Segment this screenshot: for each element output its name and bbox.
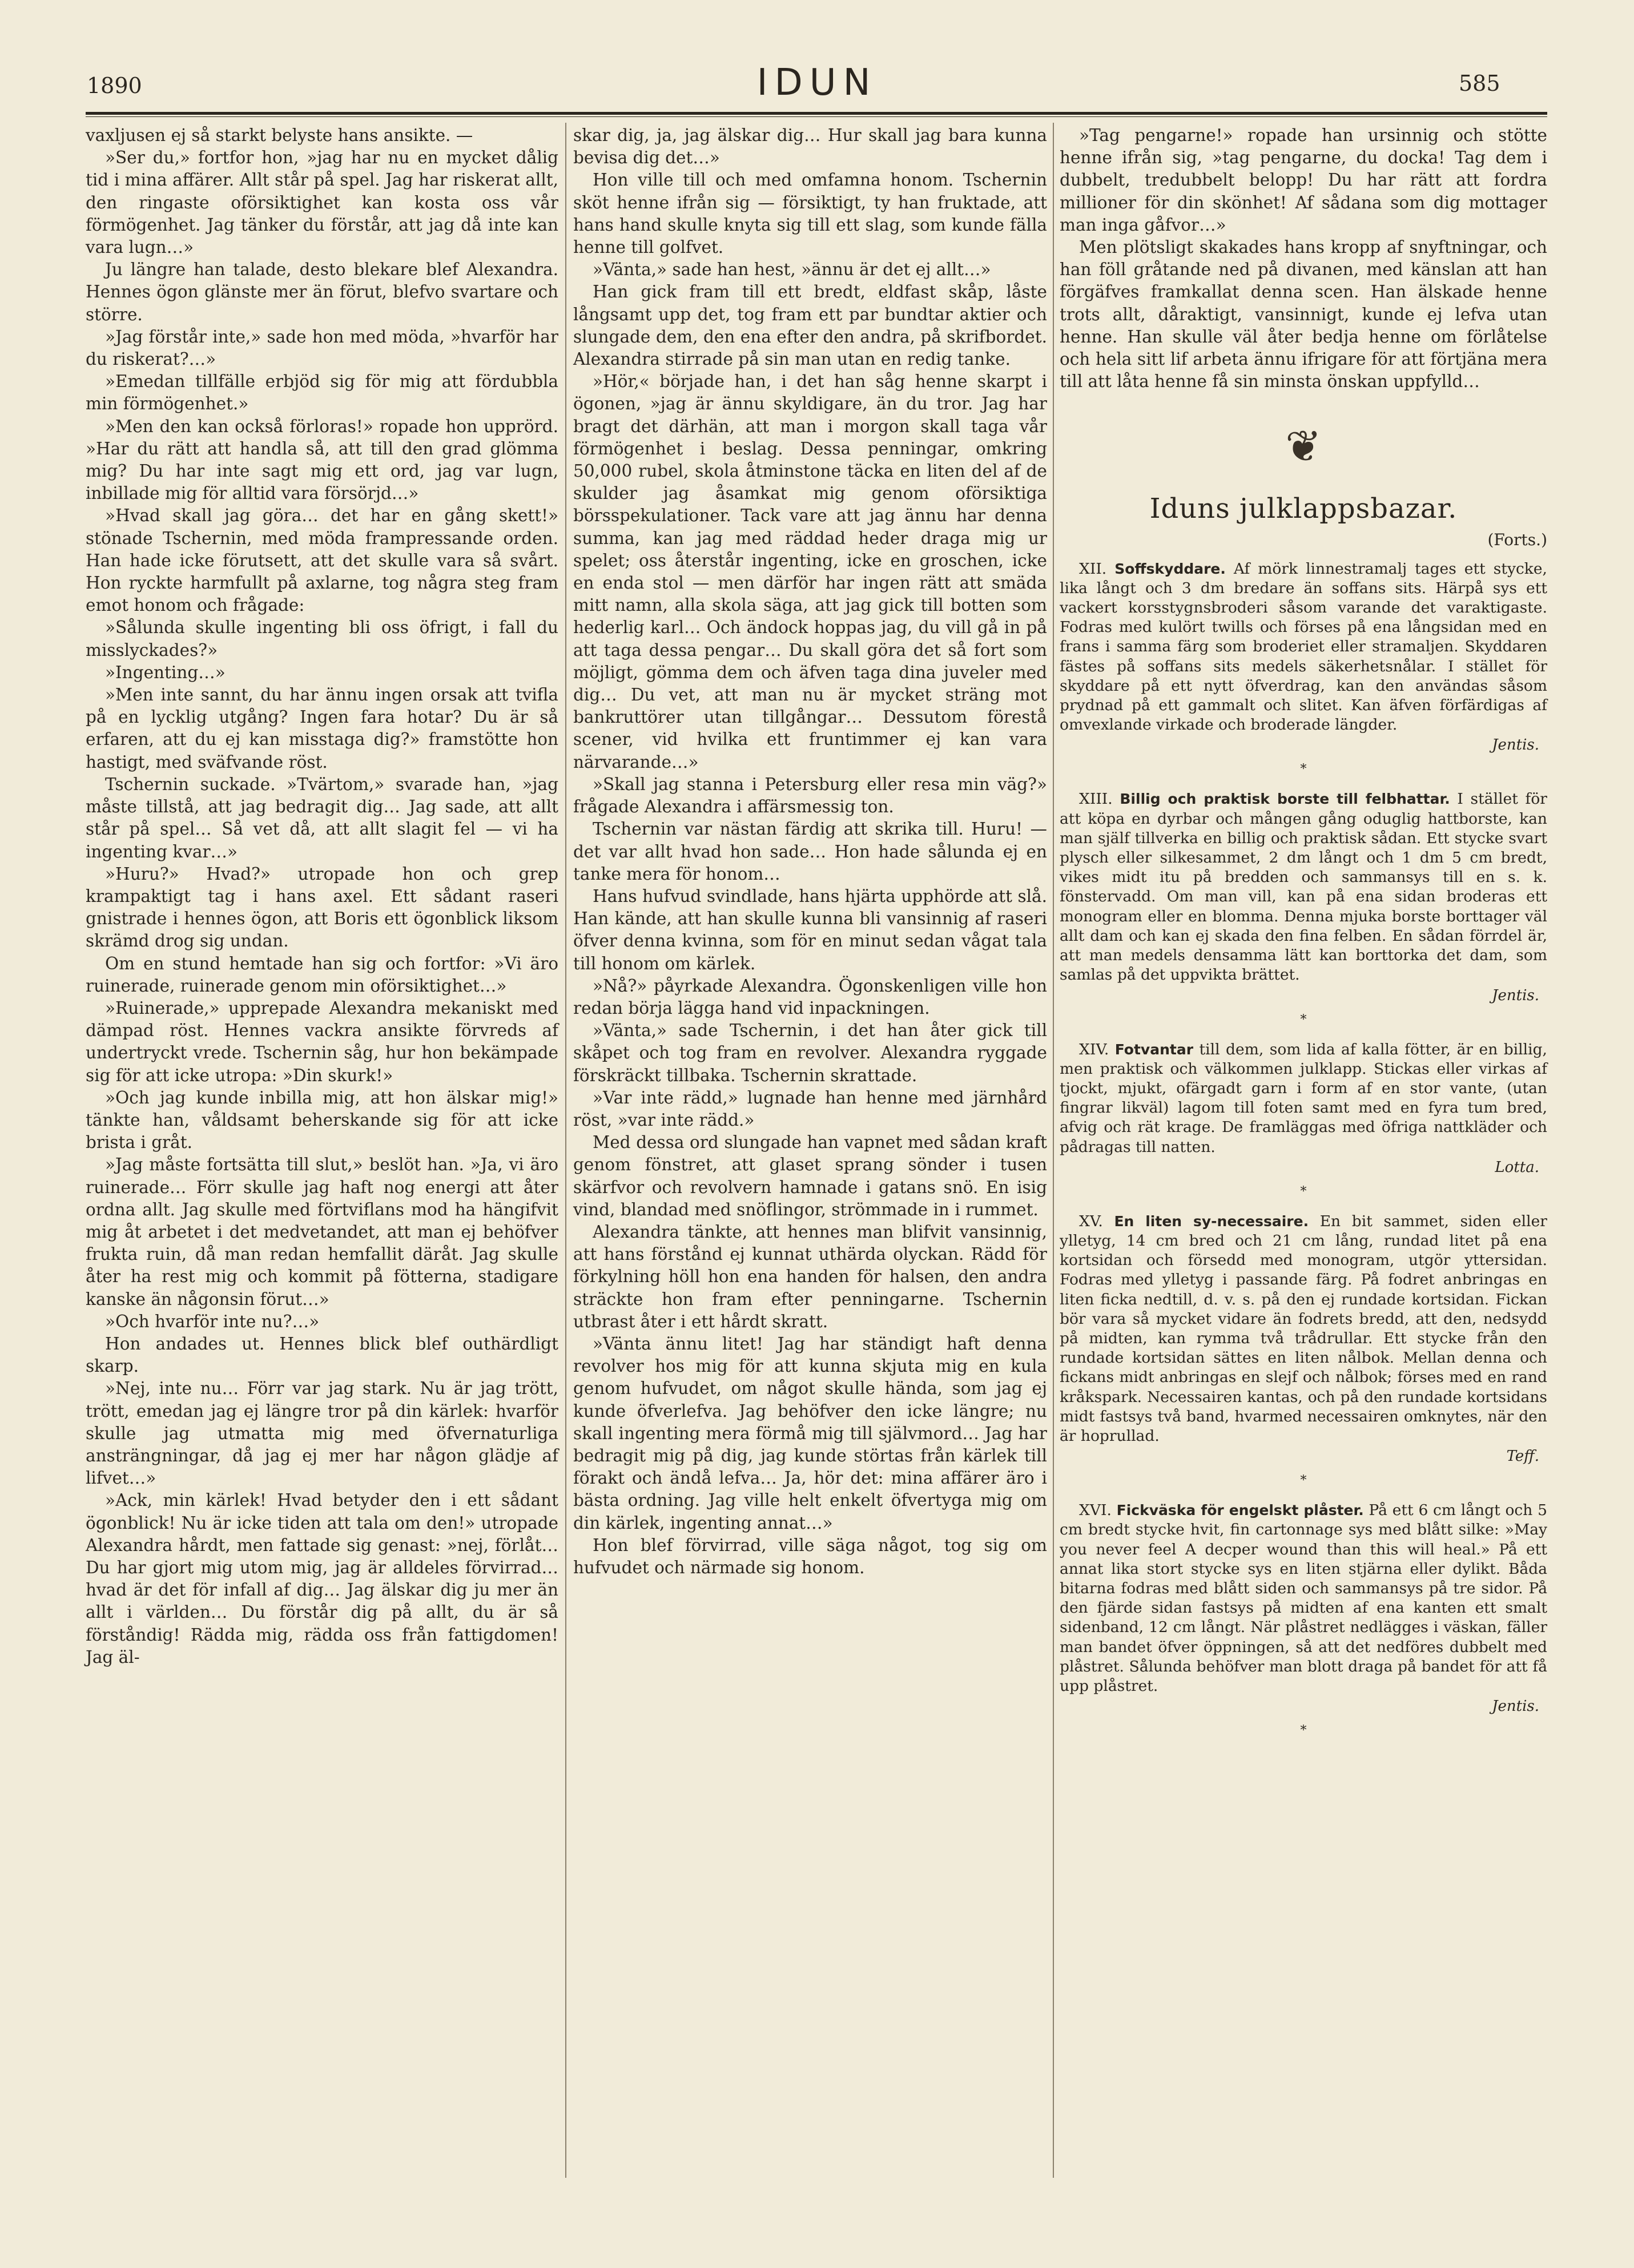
paragraph: »Hvad skall jag göra… det har en gång skett!» stönade Tschernin, med möda frampressande orden. Han hade icke förutsett, att det skulle vara så svårt. Hon ryckte harmfullt på axlarne, tog några steg fram emot honom och frågade:: [86, 506, 558, 615]
story-column-3: [1060, 124, 1547, 1751]
paragraph: »Skall jag stanna i Petersburg eller resa min väg?» frågade Alexandra i affärsmessig ton.: [573, 774, 1047, 817]
bazar-item: XVI. Fickväska för engelskt plåster. På ett 6 cm långt och 5 cm bredt stycke hvit, fin cartonnage sys med blått silke: »May you never feel A decper wound than this will heal.» På ett annat lika stort stycke sys en liten stjärna eller dylikt. Båda bitarna fodras med blått siden och sammansys på tre sidor. På den fjärde sidan fastsys på midten af ena kanten ett smalt sidenband, 12 cm långt. När plåstret nedlägges i väskan, fäller man bandet öfver öppningen, så att det nedföres dubbelt med plåstret. Sålunda behöfver man blott draga på bandet för att få upp plåstret.: [1060, 1501, 1547, 1695]
item-heading: Billig och praktisk borste till felbhattar.: [1120, 791, 1450, 808]
paragraph: Tschernin suckade. »Tvärtom,» svarade han, »jag måste tillstå, att jag bedragit dig… Jag sade, att allt står på spel… Så vet då, att allt slagit fel — vi ha ingenting kvar…»: [86, 774, 558, 861]
paragraph: Om en stund hemtade han sig och fortfor: »Vi äro ruinerade, ruinerade genom min oförsiktighet…»: [86, 953, 558, 996]
item-signature: Teff.: [1506, 1448, 1539, 1465]
item-text: till dem, som lida af kalla fötter, är en billig, men praktisk och välkommen julklapp. Stickas eller virkas af tjockt, mjukt, ofärgadt garn i form af en stor vante, (utan fingrar likväl) lagom till foten samt med en fyra tum bred, afvig och rät krage. De framläggas med öfriga nattkläder och pådragas till natten.: [1060, 1040, 1547, 1156]
separator-star: *: [1300, 1184, 1307, 1199]
header-year: 1890: [87, 73, 142, 98]
paragraph: Tschernin var nästan färdig att skrika till. Huru! — det var allt hvad hon sade… Hon hade sålunda ej en tanke mera för honom…: [573, 819, 1047, 884]
bazar-item: XIII. Billig och praktisk borste till felbhattar. I stället för att köpa en dyrbar och mången gång oduglig hattborste, kan man själf tillverka en billig och praktisk sådan. Ett stycke svart plysch eller silkesammet, 2 dm långt och 1 dm 5 cm bredt, vikes midt itu på bredden och sammansys till en s. k. fönstervadd. Om man vill, kan på ena sidan broderas ett monogram eller en blomma. Denna mjuka borste borttager väl allt dam och kan ej skada den fina felben. En sådan förrdel är, att man medels densamma lätt kan borttorka det dam, som samlas på det uppvikta brättet.: [1060, 790, 1547, 984]
paragraph: vaxljusen ej så starkt belyste hans ansikte. —: [86, 126, 473, 145]
paragraph: »Och jag kunde inbilla mig, att hon älskar mig!» tänkte han, våldsamt beherskande sig för att icke brista i gråt.: [86, 1087, 558, 1153]
item-text: En bit sammet, siden eller ylletyg, 14 cm bred och 21 cm lång, rundad litet på ena kortsidan och försedd med monogram, utgör yttersidan. Fodras med ylletyg i passande färg. På fodret anbringas en liten ficka nedtill, d. v. s. på den ej rundade kortsidan. Fickan bör vara så mycket vidare än fodrets bredd, att den, nedsydd på midten, kan rymma två trådrullar. Ett stycke från den rundade kortsidan sättes en liten nålbok. Mellan denna och fickans midt anbringas en slejf och nålbok; förses med en rand kråkspark. Necessairen kantas, och på den rundade kortsidans midt fastsys två band, hvarmed necessairen omknytes, när den är hoprullad.: [1060, 1212, 1547, 1445]
separator-star: *: [1300, 1012, 1307, 1027]
item-heading: Fickväska för engelskt plåster.: [1116, 1502, 1364, 1519]
bazar-item: XV. En liten sy-necessaire. En bit sammet, siden eller ylletyg, 14 cm bred och 21 cm lång, rundad litet på ena kortsidan och försedd med monogram, utgör yttersidan. Fodras med ylletyg i passande färg. På fodret anbringas en liten ficka nedtill, d. v. s. på den ej rundade kortsidan. Fickan bör vara så mycket vidare än fodrets bredd, att den, nedsydd på midten, kan rymma två trådrullar. Ett stycke från den rundade kortsidan sättes en liten nålbok. Mellan denna och fickans midt anbringas en slejf och nålbok; förses med en rand kråkspark. Necessairen kantas, och på den rundade kortsidans midt fastsys två band, hvarmed necessairen omknytes, när den är hoprullad.: [1060, 1212, 1547, 1445]
column-divider: [1053, 123, 1054, 2178]
column-divider: [565, 123, 566, 2178]
page-number: 585: [1459, 71, 1500, 96]
paragraph: »Nej, inte nu… Förr var jag stark. Nu är jag trött, trött, emedan jag ej längre tror på din kärlek: hvarför skulle jag utmatta mig med öfvernaturliga ansträngningar, då jag ej mer har någon glädje af lifvet…»: [86, 1379, 558, 1488]
item-signature: Jentis.: [1492, 1698, 1539, 1715]
paragraph: »Var inte rädd,» lugnade han henne med järnhård röst, »var inte rädd.»: [573, 1087, 1047, 1130]
header-rule-thin: [86, 116, 1547, 117]
bazar-item: XII. Soffskyddare. Af mörk linnestramalj tages ett stycke, lika långt och 3 dm bredare än soffans sits. Härpå sys ett vackert korsstygnsbroderi såsom varande det varaktigaste. Fodras med kulört twills och förses på ena långsidan med en frans i samma färg som broderiet eller stramaljen. Skyddaren fästes på soffans sits medels säkerhetsnålar. I stället för skyddare på ett nytt öfverdrag, kan den användas såsom prydnad på ett gammalt och slitet. Kan äfven förfärdigas af omvexlande virkade och broderade längder.: [1060, 559, 1547, 734]
paragraph: »Sålunda skulle ingenting bli oss öfrigt, i fall du misslyckades?»: [86, 618, 558, 660]
paragraph: Hon andades ut. Hennes blick blef outhärdligt skarp.: [86, 1334, 558, 1376]
paragraph: »Men den kan också förloras!» ropade hon upprörd. »Har du rätt att handla så, att till den grad glömma mig? Du har inte sagt mig ett ord, jag var lugn, inbillade mig för alltid vara försörjd…»: [86, 416, 558, 503]
paragraph: Alexandra tänkte, att hennes man blifvit vansinnig, att hans förstånd ej kunnat uthärda olyckan. Rädd för förkylning höll hon ena handen för halsen, den andra sträckte hon fram efter penningarne. Tschernin utbrast åter i ett hårdt skratt.: [573, 1222, 1047, 1331]
separator-star: *: [1300, 762, 1307, 777]
paragraph: Hon ville till och med omfamna honom. Tschernin sköt henne ifrån sig — försiktigt, ty han fruktade, att hans hand skulle knyta sig till ett slag, som kunde fälla henne till golfvet.: [573, 170, 1047, 257]
item-heading: Fotvantar: [1114, 1041, 1194, 1058]
item-signature: Lotta.: [1495, 1158, 1539, 1176]
item-text: I stället för att köpa en dyrbar och mången gång oduglig hattborste, kan man själf tillverka en billig och praktisk sådan. Ett stycke svart plysch eller silkesammet, 2 dm långt och 1 dm 5 cm bredt, vikes midt itu på bredden och sammansys till en s. k. fönstervadd. Om man vill, kan på ena sidan broderas ett monogram eller en blomma. Denna mjuka borste borttager väl allt dam och kan ej skada den fina felben. En sådan förrdel är, att man medels densamma lätt kan borttorka det dam, som samlas på det uppvikta brättet.: [1060, 790, 1547, 984]
item-text: Af mörk linnestramalj tages ett stycke, lika långt och 3 dm bredare än soffans sits. Härpå sys ett vackert korsstygnsbroderi såsom varande det varaktigaste. Fodras med kulört twills och förses på ena långsidan med en frans i samma färg som broderiet eller stramaljen. Skyddaren fästes på soffans sits medels säkerhetsnålar. I stället för skyddare på ett nytt öfverdrag, kan den användas såsom prydnad på ett gammalt och slitet. Kan äfven förfärdigas af omvexlande virkade och broderade längder.: [1060, 559, 1547, 734]
paragraph: »Jag måste fortsätta till slut,» beslöt han. »Ja, vi äro ruinerade… Förr skulle jag haft nog energi att åter ordna allt. Jag skulle med förtviflans mod ha hängifvit mig åt arbetet i det medvetandet, att man ej behöfver frukta ruin, då man redan hemfallit däråt. Jag skulle åter ha rest mig och kommit på fötterna, stadigare kanske än någonsin förut…»: [86, 1155, 558, 1309]
item-text: På ett 6 cm långt och 5 cm bredt stycke hvit, fin cartonnage sys med blått silke: »May you never feel A decper wound than this will heal.» På ett annat lika stort stycke sys en liten stjärna eller dylikt. Båda bitarna fodras med blått siden och sammansys på tre sidor. På den fjärde sidan fastsys på midten af ena kanten ett smalt sidenband, 12 cm långt. När plåstret nedlägges i väskan, fäller man bandet öfver öppningen, så att det nedföres dubbelt med plåstret. Sålunda behöfver man blott draga på bandet för att få upp plåstret.: [1060, 1501, 1547, 1695]
item-signature: Jentis.: [1492, 986, 1539, 1004]
paragraph: Hans hufvud svindlade, hans hjärta upphörde att slå. Han kände, att han skulle kunna bli vansinnig af raseri öfver denna kvinna, som för en minut sedan vågat tala till honom om kärlek.: [573, 886, 1047, 973]
paragraph: »Nå?» påyrkade Alexandra. Ögonskenligen ville hon redan börja lägga hand vid inpackningen.: [573, 976, 1047, 1018]
paragraph: »Huru?» Hvad?» utropade hon och grep krampaktigt tag i hans axel. Ett sådant raseri gnistrade i hennes ögon, att Boris ett ögonblick liksom skrämd drog sig undan.: [86, 864, 558, 951]
item-signature: Jentis.: [1492, 736, 1539, 754]
paragraph: »Ruinerade,» upprepade Alexandra mekaniskt med dämpad röst. Hennes vackra ansikte förvreds af undertryckt vrede. Tschernin såg, hur hon bekämpade sig för att icke utropa: »Din skurk!»: [86, 998, 558, 1085]
paragraph: Med dessa ord slungade han vapnet med sådan kraft genom fönstret, att glaset sprang sönder i tusen skärfvor och revolvern hamnade i gatans snö. En isig vind, blandad med snöflingor, strömmade in i rummet.: [573, 1133, 1047, 1219]
paragraph: »Men inte sannt, du har ännu ingen orsak att tvifla på en lycklig utgång? Ingen fara hotar? Du är så erfaren, att du ej kan misstaga dig?» framstötte hon hastigt, med sväfvande röst.: [86, 685, 558, 772]
paragraph: »Emedan tillfälle erbjöd sig för mig att fördubbla min förmögenhet.»: [86, 372, 558, 414]
item-heading: En liten sy-necessaire.: [1114, 1212, 1309, 1230]
story-column-1: [86, 124, 558, 1669]
item-heading: Soffskyddare.: [1114, 560, 1226, 577]
paragraph: »Ser du,» fortfor hon, »jag har nu en mycket dålig tid i mina affärer. Allt står på spel. Jag har riskerat allt, den ringaste oförsiktighet kan kosta oss vår förmögenhet. Jag tänker du förstår, att jag då inte kan vara lugn…»: [86, 148, 558, 257]
section-title: Iduns julklappsbazar.: [1149, 493, 1458, 525]
bazar-item: XIV. Fotvantar till dem, som lida af kalla fötter, är en billig, men praktisk och välkommen julklapp. Stickas eller virkas af tjockt, mjukt, ofärgadt garn i form af en stor vante, (utan fingrar likväl) lagom till foten samt med en fyra tum bred, afvig och rät krage. De framläggas med öfriga nattkläder och pådragas till natten.: [1060, 1040, 1547, 1156]
paragraph: »Vänta,» sade Tschernin, i det han åter gick till skåpet och tog fram en revolver. Alexandra ryggade förskräckt tillbaka. Tschernin skrattade.: [573, 1021, 1047, 1085]
story-column-2: [573, 124, 1047, 1579]
paragraph: »Ingenting…»: [105, 662, 226, 682]
paragraph: »Vänta,» sade han hest, »ännu är det ej allt…»: [593, 260, 991, 280]
paragraph: »Hör,« började han, i det han såg henne skarpt i ögonen, »jag är ännu skyldigare, än du tror. Jag har bragt det därhän, att man i morgon skall taga vår förmögenhet i beslag. Dessa penningar, omkring 50,000 rubel, skola åtminstone täcka en liten del af de skulder jag åsamkat mig genom oförsiktiga börsspekulationer. Tack vare att jag ännu har denna summa, kan jag med räddad heder draga mig ur spelet; oss återstår ingenting, icke en groschen, icke en enda stol — men därför har ingen rätt att smäda mitt namn, alla skola säga, att jag gick till botten som hederlig karl… Och ändock hoppas jag, du vill gå in på att taga dessa pengar… Du skall göra det så fort som möjligt, gömma dem och äfven taga dina juveler med dig… Du vet, att man nu är mycket sträng mot bankruttörer utan tillgångar… Dessutom förestå scener, vid hvilka ett fruntimmer ej kan vara närvarande…»: [573, 372, 1047, 772]
fleuron-ornament-icon: ❦: [1285, 421, 1322, 472]
masthead-title: IDUN: [756, 62, 878, 104]
end-star: *: [1300, 1723, 1307, 1738]
continued-label: (Forts.): [1487, 530, 1547, 550]
paragraph: Hon blef förvirrad, ville säga något, tog sig om hufvudet och närmade sig honom.: [573, 1535, 1047, 1577]
paragraph: Ju längre han talade, desto blekare blef Alexandra. Hennes ögon glänste mer än förut, blefvo svartare och större.: [86, 260, 558, 324]
paragraph: Han gick fram till ett bredt, eldfast skåp, låste långsamt upp det, tog fram ett par bundtar aktier och slungade dem, den ena efter den andra, på skrifbordet. Alexandra stirrade på sin man utan en redig tanke.: [573, 282, 1047, 369]
paragraph: skar dig, ja, jag älskar dig… Hur skall jag bara kunna bevisa dig det…»: [573, 126, 1047, 168]
paragraph: »Tag pengarne!» ropade han ursinnig och stötte henne ifrån sig, »tag pengarne, du docka! Tag dem i dubbelt, tredubbelt belopp! Du har rätt att fordra millioner för din skönhet! Af sådana som dig mottager man inga gåfvor…»: [1060, 126, 1547, 235]
paragraph: »Jag förstår inte,» sade hon med möda, »hvarför har du riskerat?…»: [86, 327, 558, 369]
paragraph: »Ack, min kärlek! Hvad betyder den i ett sådant ögonblick! Nu är icke tiden att tala om den!» utropade Alexandra hårdt, men fattade sig genast: »nej, förlåt… Du har gjort mig utom mig, jag är alldeles förvirrad… hvad är det för infall af dig… Jag älskar dig ju mer än allt i världen… Du förstår dig på allt, du är så förståndig! Rädda mig, rädda oss från fattigdomen! Jag äl-: [86, 1490, 558, 1667]
separator-star: *: [1300, 1473, 1307, 1488]
paragraph: »Och hvarför inte nu?…»: [105, 1311, 320, 1331]
paragraph: »Vänta ännu litet! Jag har ständigt haft denna revolver hos mig för att kunna skjuta mig en kula genom hufvudet, om något skulle hända, som jag ej kunde öfverlefva. Jag behöfver den icke längre; nu skall ingenting mera förmå mig till självmord… Jag har bedragit mig på dig, jag kunde störtas från kärlek till förakt och ändå lefva… Ja, hör det: mina affärer äro i bästa ordning. Jag ville helt enkelt öfvertyga mig om din kärlek, ingenting annat…»: [573, 1334, 1047, 1533]
paragraph: Men plötsligt skakades hans kropp af snyftningar, och han föll gråtande ned på divanen, med känslan att han förgäfves framkallat denna scen. Han älskade henne trots allt, dåraktigt, vansinnigt, kunde ej lefva utan henne. Han skulle väl åter bedja henne om förlåtelse och hela sitt lif arbeta ännu ifrigare för att förtjäna mera till att låta henne få sin minsta önskan uppfylld…: [1060, 237, 1547, 392]
header-rule: [86, 112, 1547, 115]
